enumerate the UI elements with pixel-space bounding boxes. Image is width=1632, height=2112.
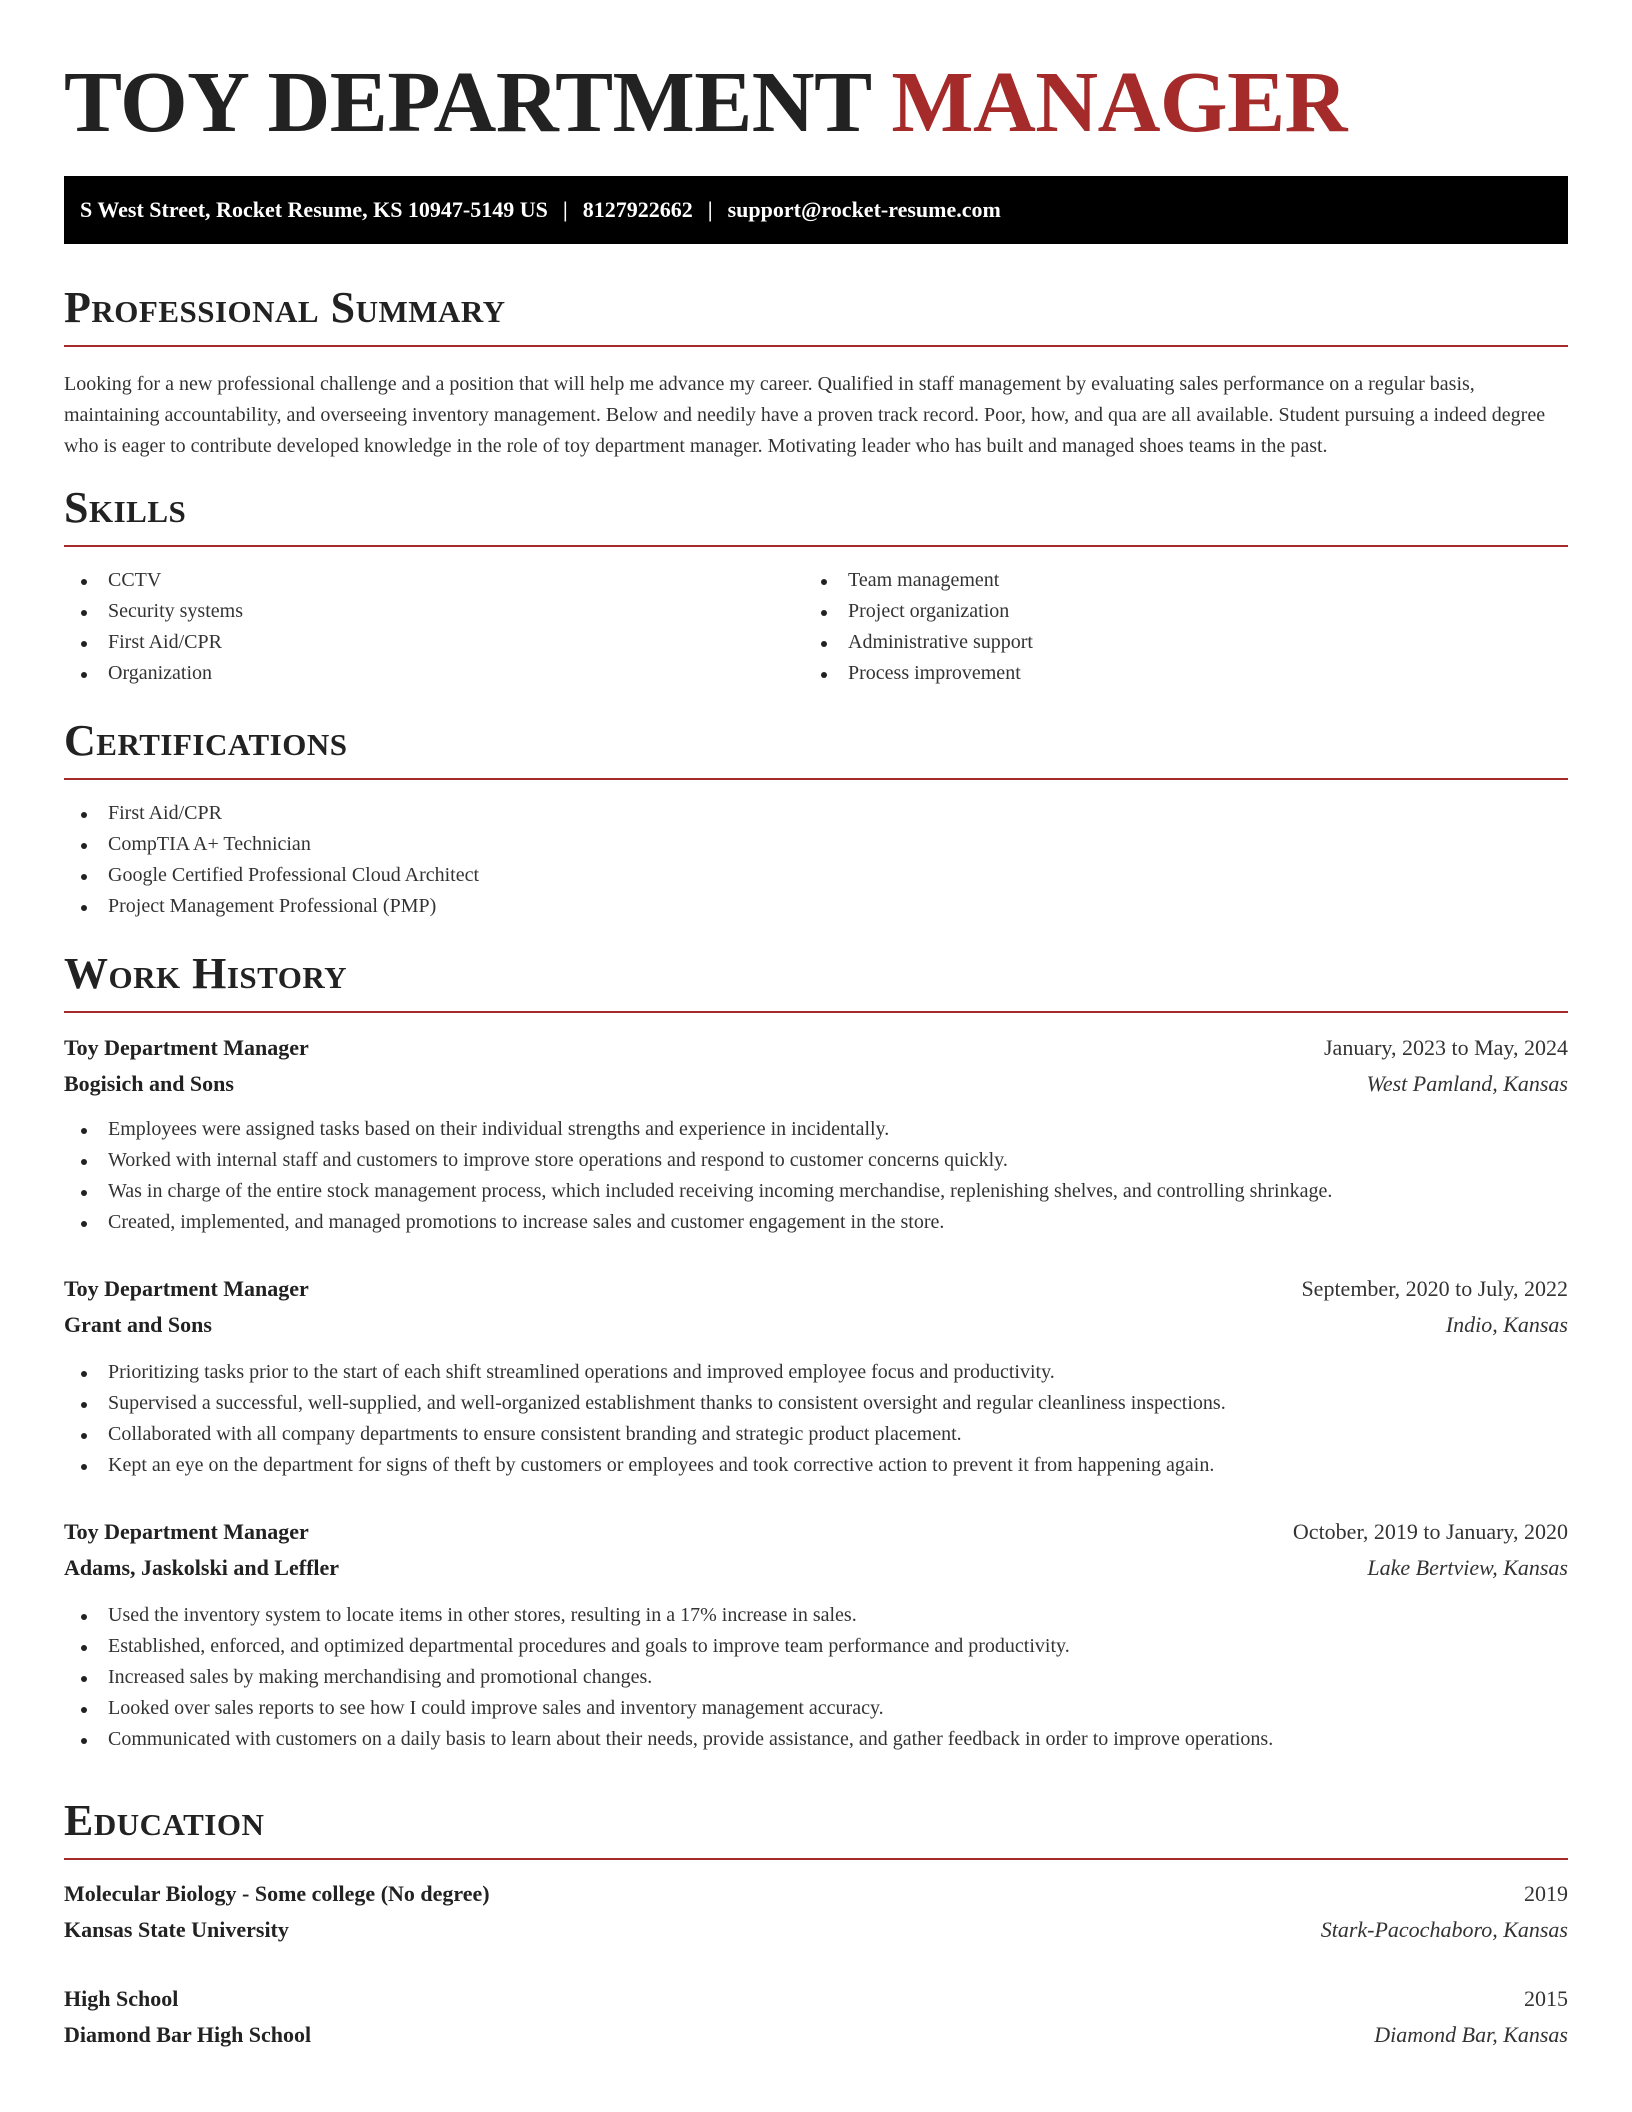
job-bullets (64, 1600, 1568, 1755)
resume-title (64, 52, 1347, 152)
education-school: Kansas State University (64, 1917, 289, 1942)
section-heading-work-history: Work History (64, 949, 348, 998)
skill-item: CCTV (64, 565, 804, 596)
job-dates: January, 2023 to May, 2024 (1324, 1035, 1568, 1060)
section-divider (64, 1858, 1568, 1860)
section-heading-education: Education (64, 1796, 265, 1845)
education-year: 2015 (1524, 1986, 1568, 2011)
certification-item: CompTIA A+ Technician (64, 829, 1568, 860)
job-bullet: Supervised a successful, well-supplied, and well-organized establishment thanks to consistent oversight and regular cleanliness inspections. (64, 1388, 1568, 1419)
education-degree-row (64, 1984, 1568, 2014)
section-divider (64, 778, 1568, 780)
job-bullet: Created, implemented, and managed promotions to increase sales and customer engagement in the store. (64, 1207, 1568, 1238)
certifications-list (64, 798, 1568, 922)
education-school-row (64, 1915, 1568, 1945)
contact-email[interactable]: support@rocket-resume.com (727, 197, 1001, 222)
job-title: Toy Department Manager (64, 1519, 309, 1544)
skills-list-right (804, 565, 1544, 689)
certification-item: Google Certified Professional Cloud Architect (64, 860, 1568, 891)
job-bullet: Established, enforced, and optimized departmental procedures and goals to improve team performance and productivity. (64, 1631, 1568, 1662)
contact-separator: | (562, 197, 568, 222)
section-divider (64, 545, 1568, 547)
job-bullet: Used the inventory system to locate items in other stores, resulting in a 17% increase in sales. (64, 1600, 1568, 1631)
job-header-row (64, 1517, 1568, 1547)
job-bullet: Increased sales by making merchandising and promotional changes. (64, 1662, 1568, 1693)
job-bullet: Worked with internal staff and customers to improve store operations and respond to customer concerns quickly. (64, 1145, 1568, 1176)
contact-address: S West Street, Rocket Resume, KS 10947-5149 US (80, 197, 548, 222)
job-header-row (64, 1033, 1568, 1063)
education-degree: Molecular Biology - Some college (No degree) (64, 1881, 490, 1906)
section-heading-certifications: Certifications (64, 716, 348, 765)
job-title: Toy Department Manager (64, 1276, 309, 1301)
job-company-row (64, 1069, 1568, 1099)
certification-item: Project Management Professional (PMP) (64, 891, 1568, 922)
job-bullet: Kept an eye on the department for signs of theft by customers or employees and took corrective action to prevent it from happening again. (64, 1450, 1568, 1481)
job-bullets (64, 1357, 1568, 1481)
certification-item: First Aid/CPR (64, 798, 1568, 829)
section-divider (64, 345, 1568, 347)
job-location: West Pamland, Kansas (1366, 1071, 1568, 1096)
skill-item: Team management (804, 565, 1544, 596)
job-company-row (64, 1310, 1568, 1340)
skill-item: Process improvement (804, 658, 1544, 689)
job-bullet: Was in charge of the entire stock management process, which included receiving incoming merchandise, replenishing shelves, and controlling shrinkage. (64, 1176, 1568, 1207)
education-location: Diamond Bar, Kansas (1374, 2022, 1568, 2047)
education-degree-row (64, 1879, 1568, 1909)
job-bullet: Collaborated with all company departments to ensure consistent branding and strategic product placement. (64, 1419, 1568, 1450)
title-accent: MANAGER (891, 53, 1347, 150)
skill-item: Organization (64, 658, 804, 689)
job-company-row (64, 1553, 1568, 1583)
summary-text: Looking for a new professional challenge and a position that will help me advance my career. Qualified in staff management by evaluating sales performance on a regular basis, maintaining accountability, and overseeing inventory management. Below and needily have a proven track record. Poor, how, and qua are all available. Student pursuing a indeed degree who is eager to contribute developed knowledge in the role of toy department manager. Motivating leader who has built and managed shoes teams in the past. (64, 373, 1546, 457)
skill-item: Administrative support (804, 627, 1544, 658)
contact-phone[interactable]: 8127922662 (582, 197, 693, 222)
section-divider (64, 1011, 1568, 1013)
education-location: Stark-Pacochaboro, Kansas (1320, 1917, 1568, 1942)
education-year: 2019 (1524, 1881, 1568, 1906)
title-primary: TOY DEPARTMENT (64, 53, 871, 150)
job-location: Lake Bertview, Kansas (1367, 1555, 1568, 1580)
job-header-row (64, 1274, 1568, 1304)
job-title: Toy Department Manager (64, 1035, 309, 1060)
job-company: Adams, Jaskolski and Leffler (64, 1555, 340, 1580)
education-school-row (64, 2020, 1568, 2050)
skill-item: Security systems (64, 596, 804, 627)
job-bullet: Employees were assigned tasks based on their individual strengths and experience in incidentally. (64, 1114, 1568, 1145)
skill-item: First Aid/CPR (64, 627, 804, 658)
job-dates: October, 2019 to January, 2020 (1292, 1519, 1568, 1544)
contact-bar (64, 176, 1568, 244)
skill-item: Project organization (804, 596, 1544, 627)
job-location: Indio, Kansas (1445, 1312, 1568, 1337)
education-degree: High School (64, 1986, 179, 2011)
skills-list-left (64, 565, 804, 689)
job-bullet: Communicated with customers on a daily basis to learn about their needs, provide assistance, and gather feedback in order to improve operations. (64, 1724, 1568, 1755)
education-school: Diamond Bar High School (64, 2022, 312, 2047)
job-company: Bogisich and Sons (64, 1071, 234, 1096)
section-heading-summary: Professional Summary (64, 283, 506, 332)
job-dates: September, 2020 to July, 2022 (1301, 1276, 1568, 1301)
job-bullets (64, 1114, 1568, 1238)
section-heading-skills: Skills (64, 483, 187, 532)
job-bullet: Looked over sales reports to see how I could improve sales and inventory management accuracy. (64, 1693, 1568, 1724)
contact-separator: | (707, 197, 713, 222)
job-company: Grant and Sons (64, 1312, 212, 1337)
job-bullet: Prioritizing tasks prior to the start of each shift streamlined operations and improved employee focus and productivity. (64, 1357, 1568, 1388)
